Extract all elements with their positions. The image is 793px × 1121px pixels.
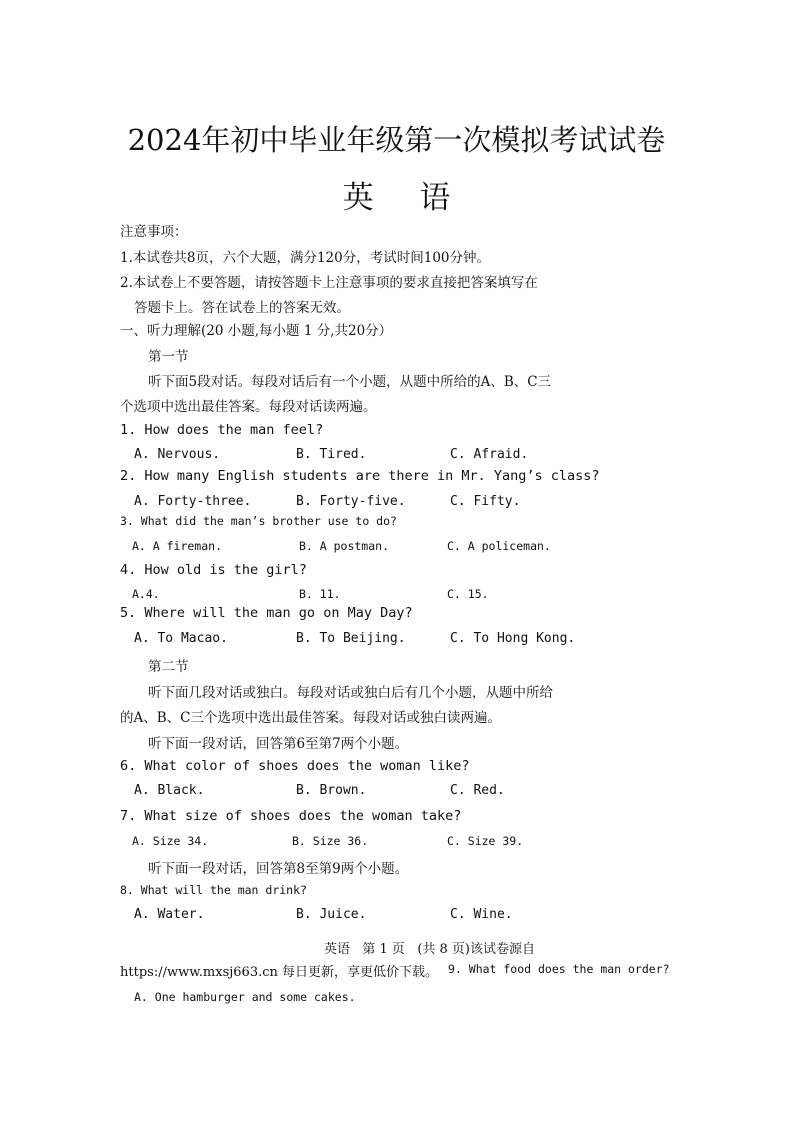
q2-option-b: B. Forty-five. [296,494,406,509]
q8-option-c: C. Wine. [450,907,513,922]
dialogue-instruction-6-7: 听下面一段对话，回答第6至第7两个小题。 [148,736,409,752]
q2-option-a: A. Forty-three. [134,494,252,509]
q1-option-b: B. Tired. [296,447,367,462]
part1-label: 第一节 [148,349,189,365]
q7-option-c: C. Size 39. [447,834,524,848]
question-1: 1. How does the man feel? [120,422,324,438]
question-8: 8. What will the man drink? [120,883,307,897]
q5-option-c: C. To Hong Kong. [450,631,576,646]
dialogue-instruction-8-9: 听下面一段对话，回答第8至第9两个小题。 [148,861,409,877]
q1-option-a: A. Nervous. [134,447,221,462]
q8-option-a: A. Water. [134,907,205,922]
q3-option-c: C. A policeman. [447,539,551,553]
part2-instructions: 听下面几段对话或独白。每段对话或独白后有几个小题，从题中所给 [148,685,553,701]
subject-title: 英 语 [342,180,469,216]
part1-instructions-cont: 个选项中选出最佳答案。每段对话读两遍。 [120,399,377,415]
q4-option-a: A.4. [132,587,160,601]
q1-option-c: C. Afraid. [450,447,529,462]
page-footer: 英语 第 1 页 (共 8 页)该试卷源自 [324,942,536,957]
q2-option-c: C. Fifty. [450,494,521,509]
question-9: 9. What food does the man order? [448,962,670,976]
exam-title: 2024年初中毕业年级第一次模拟考试试卷 [127,123,666,157]
q4-option-c: C. 15. [447,587,489,601]
q6-option-b: B. Brown. [296,783,367,798]
part1-instructions: 听下面5段对话。每段对话后有一个小题，从题中所给的A、B、C三 [148,374,552,390]
question-6: 6. What color of shoes does the woman like? [120,758,470,774]
q3-option-a: A. A fireman. [132,539,223,553]
question-4: 4. How old is the girl? [120,562,307,578]
q6-option-c: C. Red. [450,783,505,798]
part2-label: 第二节 [148,659,189,675]
q6-option-a: A. Black. [134,783,205,798]
q9-option-a: A. One hamburger and some cakes. [134,990,356,1004]
q7-option-a: A. Size 34. [132,834,209,848]
source-line: https://www.mxsj663.cn 每日更新，享更低价下载。 [120,965,439,980]
notes-item-1: 1.本试卷共8页，六个大题，满分120分，考试时间100分钟。 [120,250,491,266]
section-heading: 一、听力理解(20 小题,每小题 1 分,共20分） [120,323,393,339]
notes-heading: 注意事项： [120,224,188,240]
q5-option-a: A. To Macao. [134,631,228,646]
notes-item-2: 2.本试卷上不要答题，请按答题卡上注意事项的要求直接把答案填写在 [120,275,538,291]
question-3: 3. What did the man’s brother use to do? [120,514,397,528]
q7-option-b: B. Size 36. [292,834,369,848]
question-7: 7. What size of shoes does the woman take? [120,808,462,824]
question-5: 5. Where will the man go on May Day? [120,605,413,621]
question-2: 2. How many English students are there in Mr. Yang’s class? [120,468,600,484]
q4-option-b: B. 11. [299,587,341,601]
q3-option-b: B. A postman. [299,539,390,553]
notes-item-2-cont: 答题卡上。答在试卷上的答案无效。 [134,300,350,316]
part2-instructions-cont: 的A、B、C三个选项中选出最佳答案。每段对话或独白读两遍。 [120,710,501,726]
q8-option-b: B. Juice. [296,907,367,922]
q5-option-b: B. To Beijing. [296,631,406,646]
